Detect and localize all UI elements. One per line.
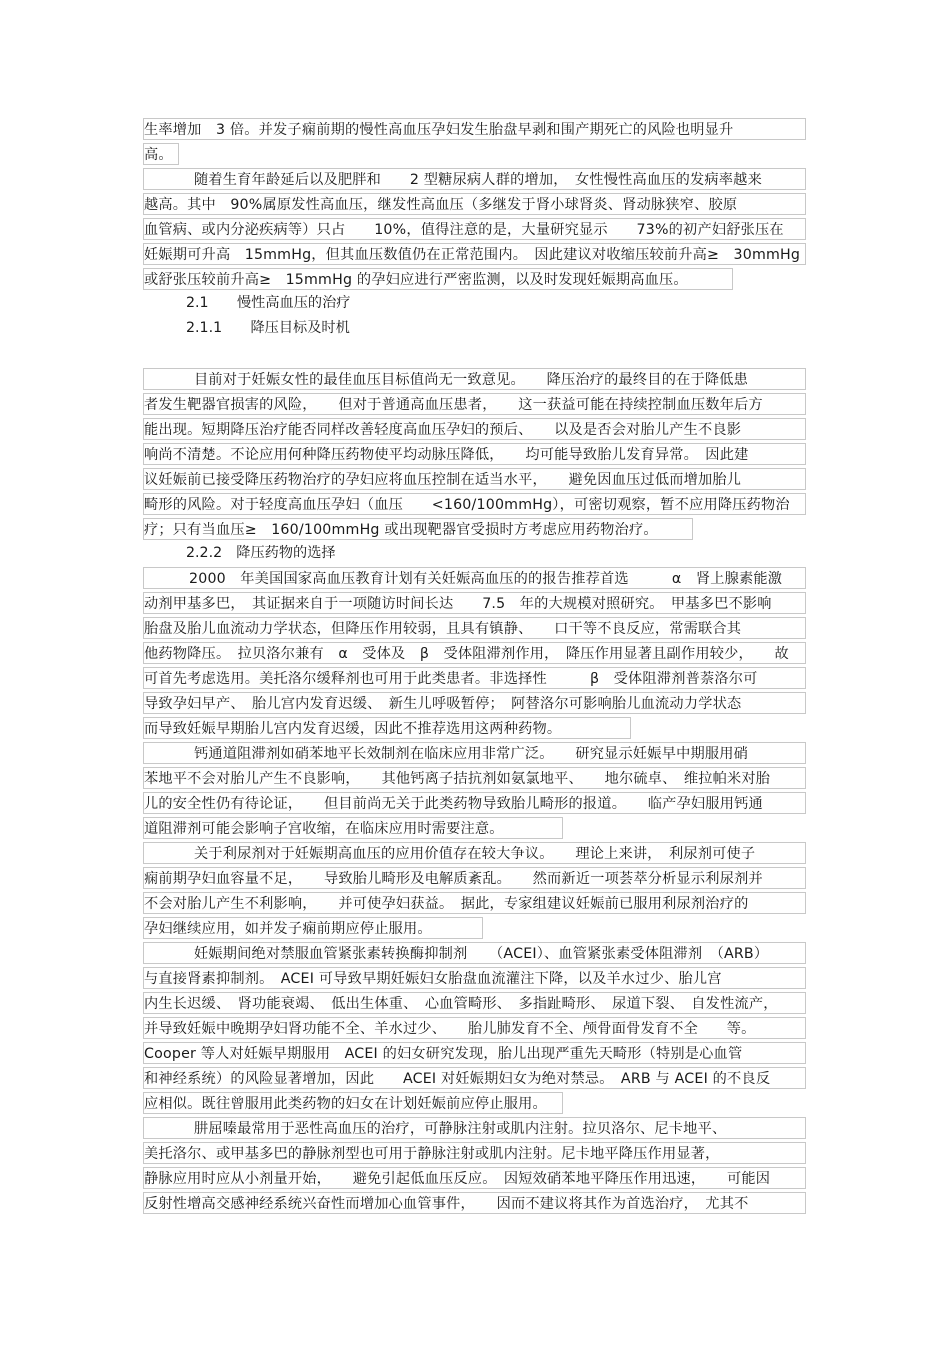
text-line: Cooper 等人对妊娠早期服用 ACEI 的妇女研究发现，胎儿出现严重先天畸形（特别是心血管 — [143, 1042, 806, 1064]
text-line: 苯地平不会对胎儿产生不良影响， 其他钙离子拮抗剂如氨氯地平、 地尔硫卓、 维拉帕米对胎 — [143, 767, 806, 789]
text-line: 反射性增高交感神经系统兴奋性而增加心血管事件， 因而不建议将其作为首选治疗， 尤其不 — [143, 1192, 806, 1214]
text-line: 孕妇继续应用，如并发子痫前期应停止服用。 — [143, 917, 483, 939]
text-line: 响尚不清楚。不论应用何种降压药物使平均动脉压降低， 均可能导致胎儿发育异常。 因此建 — [143, 443, 806, 465]
text-line: 目前对于妊娠女性的最佳血压目标值尚无一致意见。 降压治疗的最终目的在于降低患 — [143, 368, 806, 390]
text-line: 越高。其中 90%属原发性高血压，继发性高血压（多继发于肾小球肾炎、肾动脉狭窄、胶原 — [143, 193, 806, 215]
text-line: 钙通道阻滞剂如硝苯地平长效制剂在临床应用非常广泛。 研究显示妊娠早中期服用硝 — [143, 742, 806, 764]
text-line: 导致孕妇早产、 胎儿宫内发育迟缓、 新生儿呼吸暂停； 阿替洛尔可影响胎儿血流动力学状态 — [143, 692, 806, 714]
text-line: 痫前期孕妇血容量不足， 导致胎儿畸形及电解质紊乱。 然而新近一项荟萃分析显示利尿剂并 — [143, 867, 806, 889]
text-line: 者发生靶器官损害的风险， 但对于普通高血压患者， 这一获益可能在持续控制血压数年后方 — [143, 393, 806, 415]
text-line: 高。 — [143, 143, 179, 165]
text-line: 内生长迟缓、 肾功能衰竭、 低出生体重、 心血管畸形、 多指趾畸形、 尿道下裂、 自发性流产， — [143, 992, 806, 1014]
text-line: 静脉应用时应从小剂量开始， 避免引起低血压反应。 因短效硝苯地平降压作用迅速， 可能因 — [143, 1167, 806, 1189]
text-line: 妊娠期间绝对禁服血管紧张素转换酶抑制剂 （ACEI）、血管紧张素受体阻滞剂 （ARB） — [143, 942, 806, 964]
subsection-heading: 2.2.2 降压药物的选择 — [186, 545, 336, 561]
text-line: 关于利尿剂对于妊娠期高血压的应用价值存在较大争议。 理论上来讲， 利尿剂可使子 — [143, 842, 806, 864]
text-line: 可首先考虑选用。美托洛尔缓释剂也可用于此类患者。非选择性 β 受体阻滞剂普萘洛尔可 — [143, 667, 806, 689]
text-line: 应相似。既往曾服用此类药物的妇女在计划妊娠前应停止服用。 — [143, 1092, 563, 1114]
text-line: 道阻滞剂可能会影响子宫收缩，在临床应用时需要注意。 — [143, 817, 563, 839]
text-line: 妊娠期可升高 15mmHg，但其血压数值仍在正常范围内。 因此建议对收缩压较前升高≥ 30mmHg — [143, 243, 806, 265]
text-line: 血管病、或内分泌疾病等）只占 10%，值得注意的是，大量研究显示 73%的初产妇舒张压在 — [143, 218, 806, 240]
text-line: 议妊娠前已接受降压药物治疗的孕妇应将血压控制在适当水平， 避免因血压过低而增加胎儿 — [143, 468, 806, 490]
text-line: 胎盘及胎儿血流动力学状态，但降压作用较弱，且具有镇静、 口干等不良反应，常需联合其 — [143, 617, 806, 639]
text-line: 和神经系统）的风险显著增加，因此 ACEI 对妊娠期妇女为绝对禁忌。 ARB 与 ACEI 的不良反 — [143, 1067, 806, 1089]
text-line: 畸形的风险。对于轻度高血压孕妇（血压 <160/100mmHg），可密切观察，暂不应用降压药物治 — [143, 493, 806, 515]
text-line: 儿的安全性仍有待论证， 但目前尚无关于此类药物导致胎儿畸形的报道。 临产孕妇服用钙通 — [143, 792, 806, 814]
section-heading: 2.1 慢性高血压的治疗 — [186, 295, 351, 311]
text-line: 不会对胎儿产生不利影响， 并可使孕妇获益。 据此，专家组建议妊娠前已服用利尿剂治疗的 — [143, 892, 806, 914]
text-line: 肼屈嗪最常用于恶性高血压的治疗，可静脉注射或肌内注射。拉贝洛尔、尼卡地平、 — [143, 1117, 806, 1139]
text-line: 并导致妊娠中晚期孕妇肾功能不全、羊水过少、 胎儿肺发育不全、颅骨面骨发育不全 等。 — [143, 1017, 806, 1039]
subsection-heading: 2.1.1 降压目标及时机 — [186, 320, 350, 336]
text-line: 能出现。短期降压治疗能否同样改善轻度高血压孕妇的预后、 以及是否会对胎儿产生不良影 — [143, 418, 806, 440]
text-line: 而导致妊娠早期胎儿宫内发育迟缓，因此不推荐选用这两种药物。 — [143, 717, 631, 739]
text-line: 与直接肾素抑制剂。 ACEI 可导致早期妊娠妇女胎盘血流灌注下降，以及羊水过少、胎儿宫 — [143, 967, 806, 989]
text-line: 美托洛尔、或甲基多巴的静脉剂型也可用于静脉注射或肌内注射。尼卡地平降压作用显著， — [143, 1142, 806, 1164]
text-line: 他药物降压。 拉贝洛尔兼有 α 受体及 β 受体阻滞剂作用， 降压作用显著且副作用较少， 故 — [143, 642, 806, 664]
text-line: 或舒张压较前升高≥ 15mmHg 的孕妇应进行严密监测，以及时发现妊娠期高血压。 — [143, 268, 733, 290]
text-line: 动剂甲基多巴， 其证据来自于一项随访时间长达 7.5 年的大规模对照研究。 甲基多巴不影响 — [143, 592, 806, 614]
text-line: 随着生育年龄延后以及肥胖和 2 型糖尿病人群的增加， 女性慢性高血压的发病率越来 — [143, 168, 806, 190]
text-line: 生率增加 3 倍。并发子痫前期的慢性高血压孕妇发生胎盘早剥和围产期死亡的风险也明显升 — [143, 118, 806, 140]
text-line: 2000 年美国国家高血压教育计划有关妊娠高血压的的报告推荐首选 α 肾上腺素能激 — [143, 567, 806, 589]
text-line: 疗；只有当血压≥ 160/100mmHg 或出现靶器官受损时方考虑应用药物治疗。 — [143, 518, 693, 540]
